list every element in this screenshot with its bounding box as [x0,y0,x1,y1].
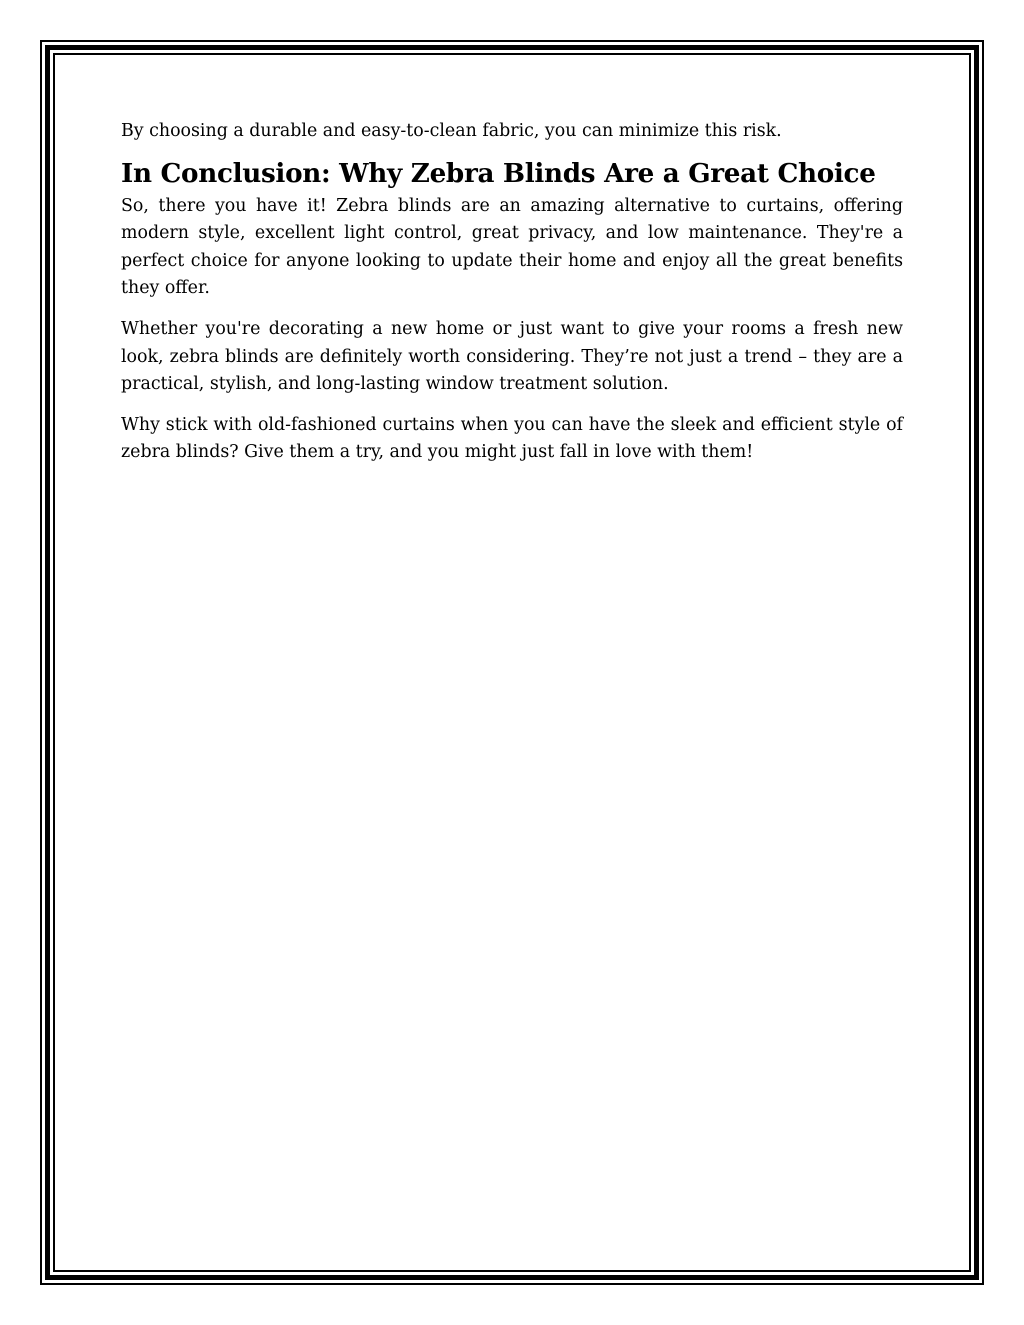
body-paragraph-1: So, there you have it! Zebra blinds are an amazing alternative to curtains, offering modern style, excellent light control, great privacy, and low maintenance. They're a perfect choice for anyone looking to update their home and enjoy all the great benefits they offer. [121,195,903,299]
section-heading: In Conclusion: Why Zebra Blinds Are a Great Choice [121,157,876,189]
body-paragraph-3: Why stick with old-fashioned curtains when you can have the sleek and efficient style of zebra blinds? Give them a try, and you might just fall in love with them! [121,414,903,463]
lead-paragraph: By choosing a durable and easy-to-clean fabric, you can minimize this risk. [121,121,782,141]
body-paragraph-2: Whether you're decorating a new home or just want to give your rooms a fresh new look, zebra blinds are definitely worth considering. They’re not just a trend – they are a practical, stylish, and long-lasting window treatment solution. [121,318,903,395]
document-body [121,118,903,467]
